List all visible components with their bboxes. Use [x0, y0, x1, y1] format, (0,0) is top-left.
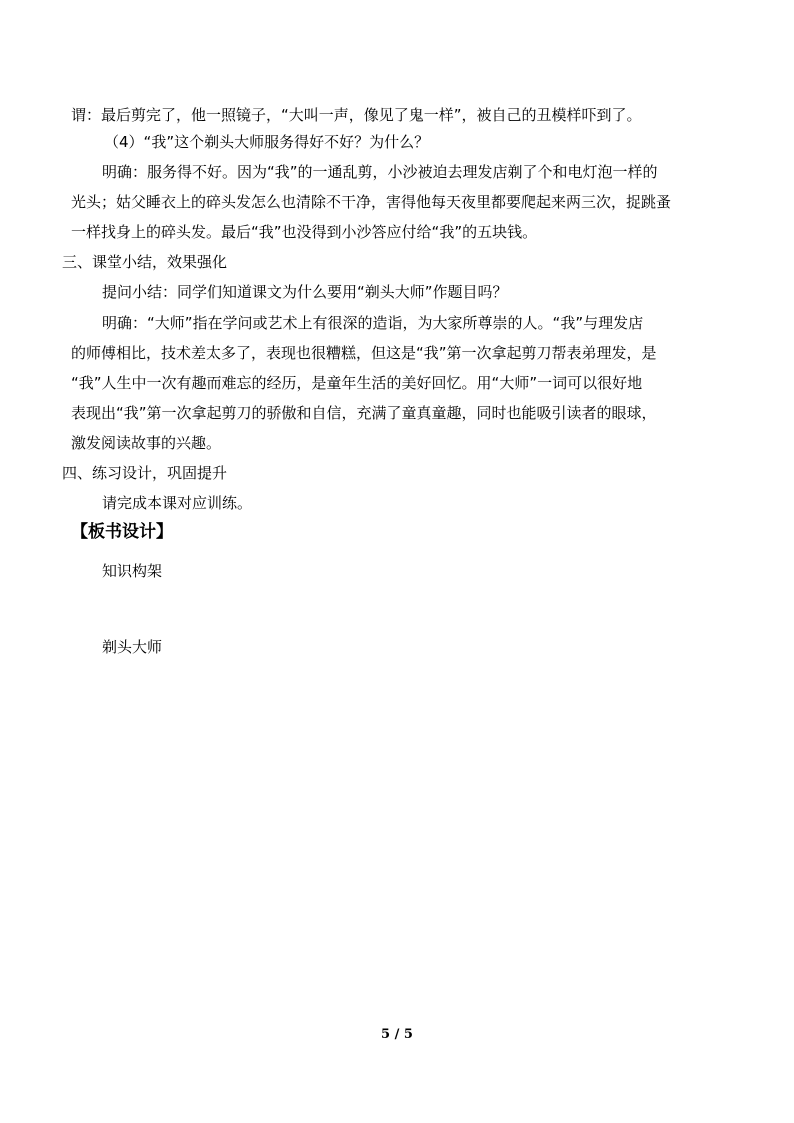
paragraph-line: 请完成本课对应训练。 — [102, 494, 253, 512]
paragraph-line: 明确：“大师”指在学问或艺术上有很深的造诣，为大家所尊崇的人。“我”与理发店 — [102, 314, 644, 332]
paragraph-line: 提问小结：同学们知道课文为什么要用“剃头大师”作题目吗？ — [102, 283, 508, 301]
paragraph-line: 一样找身上的碎头发。最后“我”也没得到小沙答应付给“我”的五块钱。 — [71, 223, 538, 241]
page-number: 5 / 5 — [381, 1027, 413, 1042]
paragraph-line: “我”人生中一次有趣而难忘的经历，是童年生活的美好回忆。用“大师”一词可以很好地 — [71, 374, 643, 392]
section-heading: 三、课堂小结，效果强化 — [62, 253, 228, 271]
paragraph-line: 光头；姑父睡衣上的碎头发怎么也清除不干净，害得他每天夜里都要爬起来两三次，捉跳蚤 — [71, 193, 672, 211]
paragraph-line: 明确：服务得不好。因为“我”的一通乱剪，小沙被迫去理发店剃了个和电灯泡一样的 — [102, 163, 658, 181]
section-heading: 四、练习设计，巩固提升 — [62, 464, 228, 482]
paragraph-line: 激发阅读故事的兴趣。 — [71, 434, 222, 452]
paragraph-line: 谓：最后剪完了，他一照镜子，“大叫一声，像见了鬼一样”，被自己的丑模样吓到了。 — [71, 106, 642, 124]
board-item: 剃头大师 — [102, 638, 163, 656]
paragraph-line: 的师傅相比，技术差太多了，表现也很糟糕，但这是“我”第一次拿起剪刀帮表弟理发，是 — [71, 344, 657, 362]
question-line: （4）“我”这个剃头大师服务得好不好？为什么？ — [104, 133, 430, 151]
board-design-heading: 【板书设计】 — [71, 522, 173, 542]
paragraph-line: 表现出“我”第一次拿起剪刀的骄傲和自信，充满了童真童趣，同时也能吸引读者的眼球， — [71, 404, 657, 422]
board-item: 知识构架 — [102, 562, 163, 580]
